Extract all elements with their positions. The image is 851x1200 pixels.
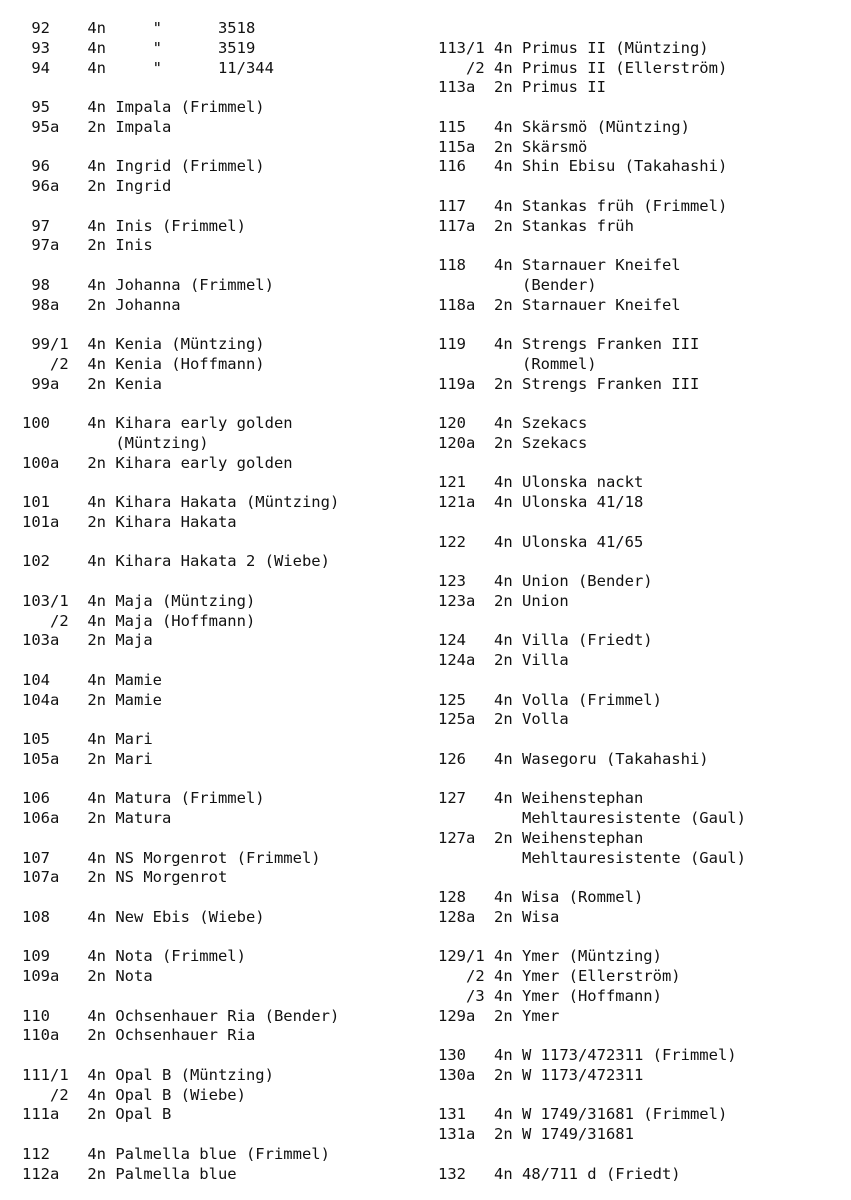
catalog-line: 128a 2n Wisa: [438, 907, 560, 926]
catalog-line: 116 4n Shin Ebisu (Takahashi): [438, 157, 728, 176]
catalog-line: 128 4n Wisa (Rommel): [438, 888, 644, 906]
catalog-line: 103a 2n Maja: [22, 631, 153, 650]
catalog-line: 98a 2n Johanna: [22, 295, 181, 314]
catalog-line: 110 4n Ochsenhauer Ria (Bender): [22, 1006, 340, 1025]
catalog-line: 97a 2n Inis: [22, 236, 153, 255]
catalog-line: 115a 2n Skärsmö: [438, 137, 588, 156]
catalog-line: 129/1 4n Ymer (Müntzing): [438, 947, 662, 966]
catalog-line: 121a 4n Ulonska 41/18: [438, 493, 644, 511]
catalog-line: 104a 2n Mamie: [22, 690, 162, 709]
catalog-line: /2 4n Ymer (Ellerström): [438, 967, 681, 985]
catalog-line: 109 4n Nota (Frimmel): [22, 947, 246, 966]
catalog-line: 109a 2n Nota: [22, 967, 153, 985]
catalog-line: 96a 2n Ingrid: [22, 177, 172, 195]
catalog-line: 106a 2n Matura: [22, 809, 172, 827]
catalog-line: 124a 2n Villa: [438, 651, 569, 669]
catalog-line: 123a 2n Union: [438, 591, 569, 610]
catalog-line: 117a 2n Stankas früh: [438, 216, 634, 235]
catalog-line: 111a 2n Opal B: [22, 1105, 172, 1124]
catalog-line: 120 4n Szekacs: [438, 414, 588, 432]
catalog-line: 124 4n Villa (Friedt): [438, 631, 653, 650]
catalog-line: 125 4n Volla (Frimmel): [438, 690, 662, 709]
catalog-line: 101a 2n Kihara Hakata: [22, 512, 237, 531]
catalog-line: Mehltauresistente (Gaul): [438, 848, 746, 867]
catalog-line: 111/1 4n Opal B (Müntzing): [22, 1065, 274, 1084]
catalog-line: 132 4n 48/711 d (Friedt): [438, 1164, 681, 1183]
catalog-line: 119 4n Strengs Franken III: [438, 335, 700, 353]
catalog-line: 115 4n Skärsmö (Müntzing): [438, 117, 690, 136]
catalog-line: 127 4n Weihenstephan: [438, 789, 644, 808]
catalog-line: 104 4n Mamie: [22, 670, 162, 689]
catalog-line: 131a 2n W 1749/31681: [438, 1125, 634, 1143]
catalog-line: 102 4n Kihara Hakata 2 (Wiebe): [22, 552, 330, 571]
catalog-line: (Bender): [438, 275, 597, 294]
catalog-line: 105a 2n Mari: [22, 749, 153, 768]
catalog-line: 108 4n New Ebis (Wiebe): [22, 907, 265, 926]
catalog-line: 99/1 4n Kenia (Müntzing): [22, 335, 265, 353]
catalog-line: 120a 2n Szekacs: [438, 433, 588, 452]
catalog-line: 119a 2n Strengs Franken III: [438, 374, 700, 393]
catalog-line: /3 4n Ymer (Hoffmann): [438, 986, 662, 1005]
catalog-line: 95 4n Impala (Frimmel): [22, 98, 265, 116]
catalog-line: /2 4n Maja (Hoffmann): [22, 611, 256, 630]
catalog-line: 122 4n Ulonska 41/65: [438, 532, 644, 551]
catalog-line: 100 4n Kihara early golden: [22, 414, 293, 432]
catalog-line: 112 4n Palmella blue (Frimmel): [22, 1144, 330, 1163]
catalog-line: 101 4n Kihara Hakata (Müntzing): [22, 493, 340, 511]
catalog-line: 131 4n W 1749/31681 (Frimmel): [438, 1105, 728, 1124]
catalog-line: 93 4n " 3519: [22, 38, 256, 57]
catalog-line: 125a 2n Volla: [438, 710, 569, 729]
catalog-line: 98 4n Johanna (Frimmel): [22, 275, 274, 294]
catalog-line: 118 4n Starnauer Kneifel: [438, 256, 681, 274]
catalog-line: 95a 2n Impala: [22, 117, 172, 136]
catalog-line: 110a 2n Ochsenhauer Ria: [22, 1026, 256, 1045]
catalog-line: 123 4n Union (Bender): [438, 572, 653, 590]
catalog-line: /2 4n Primus II (Ellerström): [438, 58, 728, 77]
catalog-line: 126 4n Wasegoru (Takahashi): [438, 749, 709, 768]
catalog-line: 96 4n Ingrid (Frimmel): [22, 157, 265, 176]
catalog-line: (Müntzing): [22, 433, 209, 452]
catalog-line: 130a 2n W 1173/472311: [438, 1065, 644, 1084]
catalog-line: 106 4n Matura (Frimmel): [22, 789, 265, 808]
catalog-line: /2 4n Kenia (Hoffmann): [22, 354, 265, 373]
catalog-line: 113/1 4n Primus II (Müntzing): [438, 38, 709, 57]
catalog-line: 107 4n NS Morgenrot (Frimmel): [22, 848, 321, 867]
catalog-line: 99a 2n Kenia: [22, 374, 162, 393]
catalog-line: 118a 2n Starnauer Kneifel: [438, 295, 681, 314]
catalog-line: 94 4n " 11/344: [22, 58, 274, 77]
catalog-line: 130 4n W 1173/472311 (Frimmel): [438, 1046, 737, 1064]
catalog-line: 127a 2n Weihenstephan: [438, 828, 644, 847]
catalog-line: 113a 2n Primus II: [438, 78, 606, 97]
catalog-line: 107a 2n NS Morgenrot: [22, 868, 228, 887]
catalog-line: 112a 2n Palmella blue: [22, 1164, 237, 1183]
catalog-line: 105 4n Mari: [22, 730, 153, 748]
catalog-line: 121 4n Ulonska nackt: [438, 473, 644, 492]
catalog-line: (Rommel): [438, 354, 597, 373]
catalog-line: 103/1 4n Maja (Müntzing): [22, 591, 256, 610]
catalog-line: /2 4n Opal B (Wiebe): [22, 1085, 246, 1104]
catalog-line: 100a 2n Kihara early golden: [22, 453, 293, 472]
catalog-line: 129a 2n Ymer: [438, 1006, 560, 1025]
catalog-line: 117 4n Stankas früh (Frimmel): [438, 196, 728, 215]
catalog-line: 92 4n " 3518: [22, 19, 256, 37]
catalog-line: Mehltauresistente (Gaul): [438, 809, 746, 827]
catalog-line: 97 4n Inis (Frimmel): [22, 216, 246, 235]
